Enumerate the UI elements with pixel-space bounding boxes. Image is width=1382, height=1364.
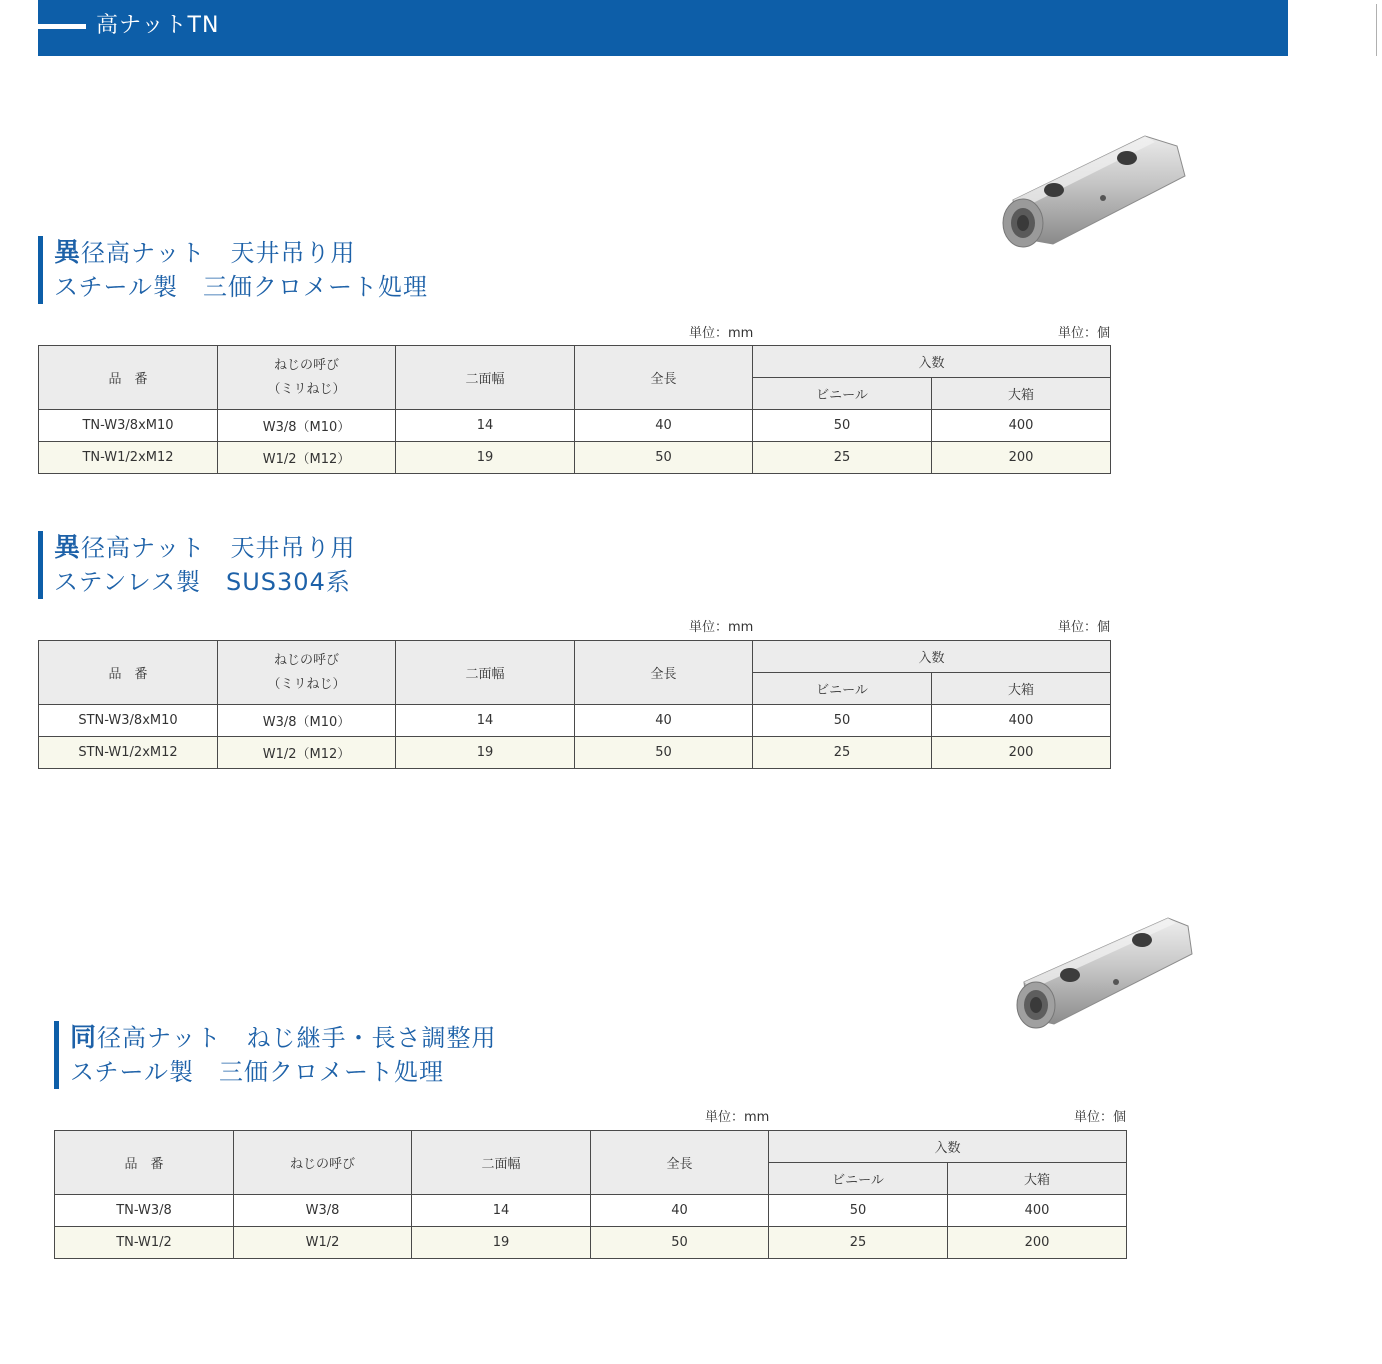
high-nut-photo-1 bbox=[995, 128, 1205, 263]
cell-thread: W1/2 bbox=[234, 1227, 412, 1259]
unit-mm: 単位：mm bbox=[705, 1110, 770, 1125]
title-rest: 径高ナット ねじ継手・長さ調整用 bbox=[97, 1024, 497, 1052]
cell-thread: W3/8（M10） bbox=[218, 705, 396, 737]
section-title-2 bbox=[38, 531, 356, 599]
cell-length: 40 bbox=[575, 410, 753, 442]
cell-width: 19 bbox=[396, 442, 575, 474]
cell-thread: W1/2（M12） bbox=[218, 442, 396, 474]
cell-length: 50 bbox=[575, 442, 753, 474]
table-row bbox=[55, 1227, 1127, 1259]
spec-table-3 bbox=[54, 1130, 1127, 1259]
cell-part-no: TN-W1/2 bbox=[55, 1227, 234, 1259]
cell-vinyl: 25 bbox=[769, 1227, 948, 1259]
cell-vinyl: 25 bbox=[753, 737, 932, 769]
cell-box: 400 bbox=[948, 1195, 1127, 1227]
section-subtitle: スチール製 三価クロメート処理 bbox=[70, 1058, 445, 1086]
cell-length: 50 bbox=[575, 737, 753, 769]
header-thread-sub: （ミリねじ） bbox=[267, 381, 346, 397]
header-qty: 入数 bbox=[769, 1131, 1127, 1163]
cell-thread: W1/2（M12） bbox=[218, 737, 396, 769]
cell-thread: W3/8（M10） bbox=[218, 410, 396, 442]
header-part-no: 品 番 bbox=[39, 641, 218, 705]
cell-length: 40 bbox=[575, 705, 753, 737]
header-dash bbox=[38, 24, 86, 29]
header-qty: 入数 bbox=[753, 641, 1111, 673]
cell-box: 400 bbox=[932, 410, 1111, 442]
header-thread bbox=[218, 346, 396, 410]
table-row bbox=[55, 1195, 1127, 1227]
unit-pieces: 単位：個 bbox=[1058, 620, 1111, 635]
cell-thread: W3/8 bbox=[234, 1195, 412, 1227]
table-row bbox=[39, 705, 1111, 737]
header-vinyl: ビニール bbox=[753, 378, 932, 410]
header-width: 二面幅 bbox=[412, 1131, 591, 1195]
cell-width: 19 bbox=[412, 1227, 591, 1259]
cell-width: 14 bbox=[396, 705, 575, 737]
header-width: 二面幅 bbox=[396, 641, 575, 705]
header-box: 大箱 bbox=[932, 378, 1111, 410]
title-rest: 径高ナット 天井吊り用 bbox=[81, 239, 356, 267]
cell-vinyl: 25 bbox=[753, 442, 932, 474]
header-thread: ねじの呼び bbox=[234, 1131, 412, 1195]
header-box: 大箱 bbox=[948, 1163, 1127, 1195]
header-thread-sub: （ミリねじ） bbox=[267, 676, 346, 692]
section-title-1 bbox=[38, 236, 428, 304]
header-box: 大箱 bbox=[932, 673, 1111, 705]
cell-vinyl: 50 bbox=[753, 410, 932, 442]
header-length: 全長 bbox=[575, 346, 753, 410]
header-part-no: 品 番 bbox=[55, 1131, 234, 1195]
unit-mm: 単位：mm bbox=[689, 620, 754, 635]
right-rule bbox=[1376, 4, 1377, 56]
header-vinyl: ビニール bbox=[769, 1163, 948, 1195]
cell-part-no: TN-W1/2xM12 bbox=[39, 442, 218, 474]
header-qty: 入数 bbox=[753, 346, 1111, 378]
spec-table-1 bbox=[38, 345, 1111, 474]
header-thread-label: ねじの呼び bbox=[273, 357, 339, 373]
header-vinyl: ビニール bbox=[753, 673, 932, 705]
header-width: 二面幅 bbox=[396, 346, 575, 410]
cell-part-no: TN-W3/8 bbox=[55, 1195, 234, 1227]
header-length: 全長 bbox=[591, 1131, 769, 1195]
cell-box: 400 bbox=[932, 705, 1111, 737]
cell-part-no: STN-W3/8xM10 bbox=[39, 705, 218, 737]
cell-box: 200 bbox=[932, 737, 1111, 769]
cell-box: 200 bbox=[932, 442, 1111, 474]
page-title: 高ナットTN bbox=[96, 13, 220, 38]
spec-table-2 bbox=[38, 640, 1111, 769]
cell-width: 19 bbox=[396, 737, 575, 769]
header-thread bbox=[218, 641, 396, 705]
high-nut-photo-2 bbox=[1010, 912, 1200, 1047]
unit-mm: 単位：mm bbox=[689, 326, 754, 341]
table-row bbox=[39, 410, 1111, 442]
table-row bbox=[39, 737, 1111, 769]
header-thread-label: ねじの呼び bbox=[273, 652, 339, 668]
cell-part-no: TN-W3/8xM10 bbox=[39, 410, 218, 442]
header-part-no: 品 番 bbox=[39, 346, 218, 410]
cell-vinyl: 50 bbox=[769, 1195, 948, 1227]
cell-width: 14 bbox=[396, 410, 575, 442]
page-header-bar bbox=[38, 0, 1288, 56]
cell-length: 50 bbox=[591, 1227, 769, 1259]
title-lead: 異 bbox=[54, 238, 82, 268]
section-subtitle: ステンレス製 SUS304系 bbox=[54, 568, 351, 596]
cell-part-no: STN-W1/2xM12 bbox=[39, 737, 218, 769]
unit-pieces: 単位：個 bbox=[1074, 1110, 1127, 1125]
section-title-3 bbox=[54, 1021, 497, 1089]
cell-vinyl: 50 bbox=[753, 705, 932, 737]
header-length: 全長 bbox=[575, 641, 753, 705]
section-subtitle: スチール製 三価クロメート処理 bbox=[54, 273, 429, 301]
cell-length: 40 bbox=[591, 1195, 769, 1227]
unit-pieces: 単位：個 bbox=[1058, 326, 1111, 341]
cell-box: 200 bbox=[948, 1227, 1127, 1259]
title-lead: 異 bbox=[54, 533, 82, 563]
title-lead: 同 bbox=[70, 1023, 98, 1053]
title-rest: 径高ナット 天井吊り用 bbox=[81, 534, 356, 562]
table-row bbox=[39, 442, 1111, 474]
cell-width: 14 bbox=[412, 1195, 591, 1227]
